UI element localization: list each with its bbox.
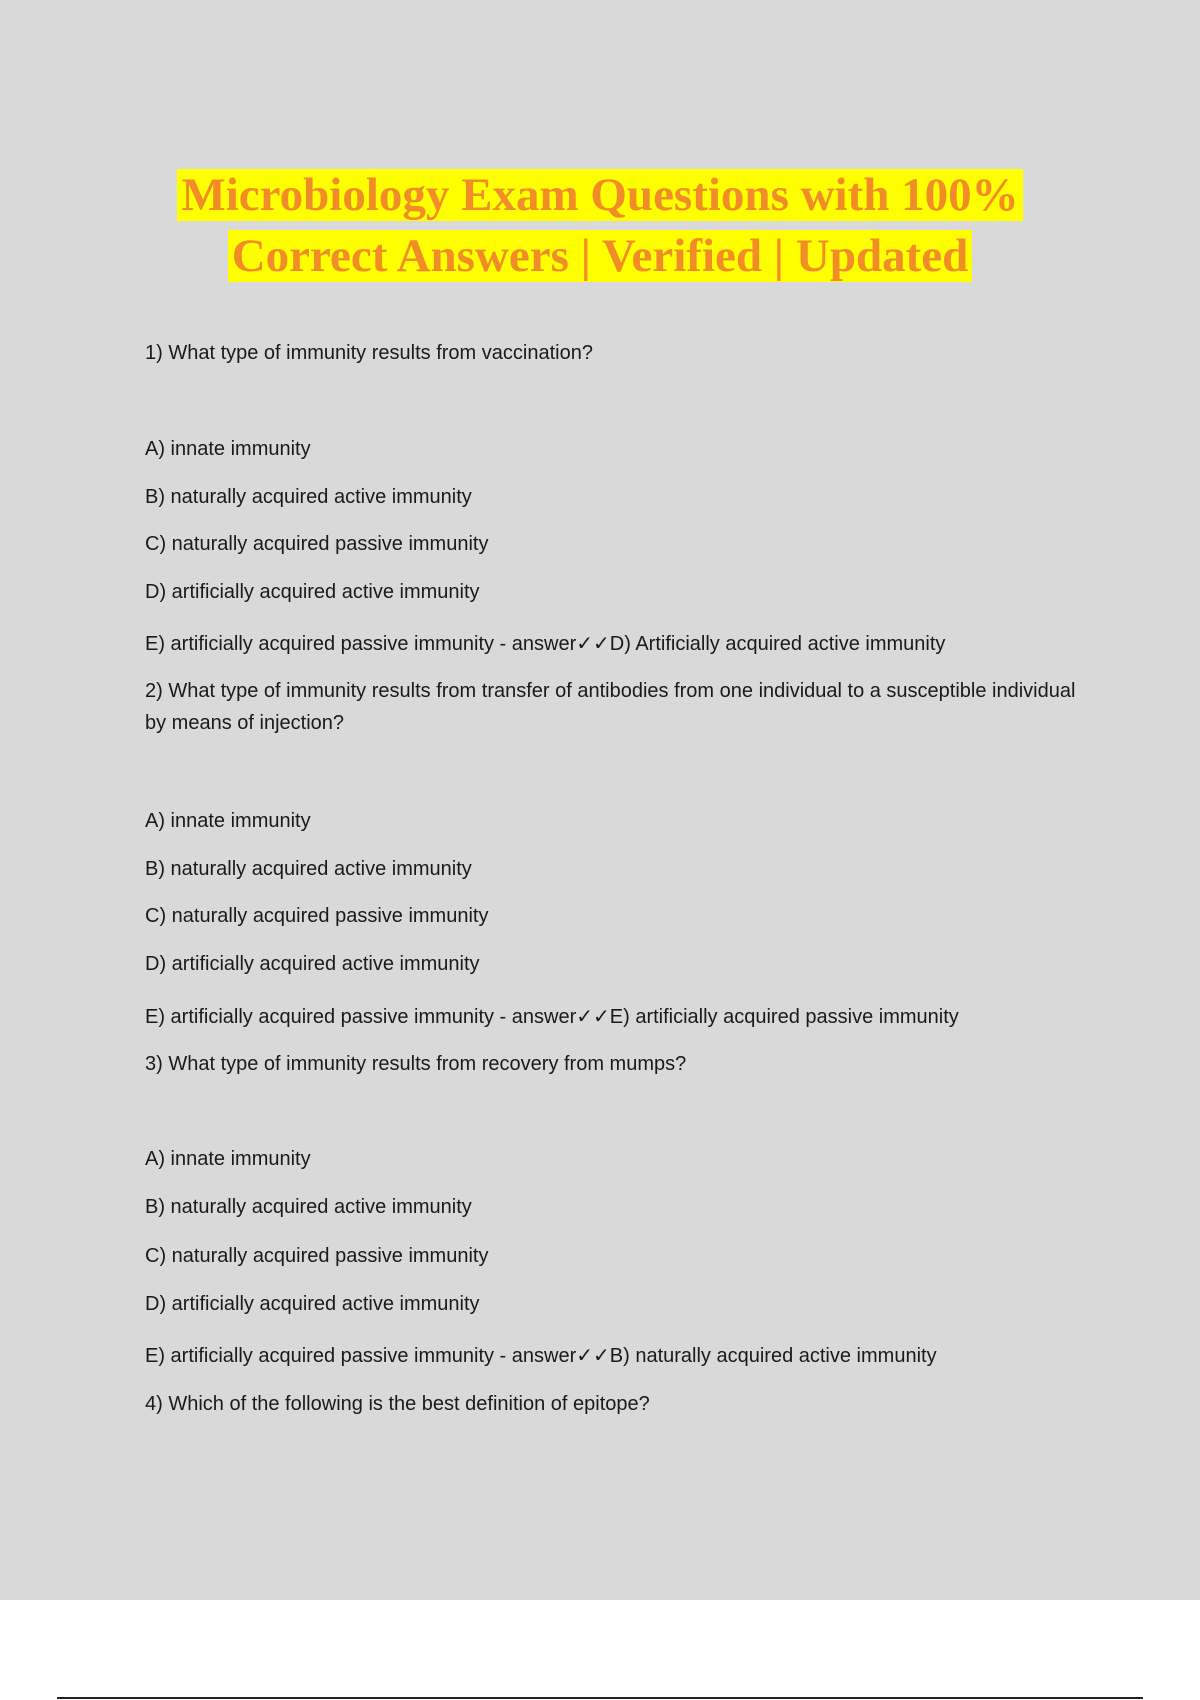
q2-option-c: C) naturally acquired passive immunity: [145, 905, 489, 927]
q3-option-e: E) artificially acquired passive immunity - answer: [145, 1345, 577, 1367]
q3-answer: B) naturally acquired active immunity: [609, 1345, 937, 1367]
q3-option-c: C) naturally acquired passive immunity: [145, 1245, 489, 1267]
q3-option-b: B) naturally acquired active immunity: [145, 1196, 472, 1218]
check-icon: ✓✓: [576, 631, 610, 655]
title-line-2: Correct Answers | Verified | Updated: [228, 230, 973, 282]
q1-option-b: B) naturally acquired active immunity: [145, 486, 472, 508]
q1-option-e: E) artificially acquired passive immunity - answer: [145, 633, 577, 655]
q1-answer: D) Artificially acquired active immunity: [609, 633, 946, 655]
check-icon: ✓✓: [576, 1343, 610, 1367]
q2-option-e-answer: [145, 1000, 959, 1033]
q1-option-e-answer: [145, 627, 945, 660]
title-line-1: Microbiology Exam Questions with 100%: [177, 169, 1022, 221]
q3-option-e-answer: [145, 1339, 937, 1372]
q2-option-b: B) naturally acquired active immunity: [145, 858, 472, 880]
question-2: 2) What type of immunity results from transfer of antibodies from one individual to a susceptible individual by means of injection?: [145, 680, 1076, 734]
q2-option-e: E) artificially acquired passive immunity - answer: [145, 1006, 577, 1028]
check-icon: ✓✓: [576, 1004, 610, 1028]
q2-answer: E) artificially acquired passive immunity: [609, 1006, 959, 1028]
question-4: 4) Which of the following is the best definition of epitope?: [145, 1393, 650, 1415]
q1-option-c: C) naturally acquired passive immunity: [145, 533, 489, 555]
question-3: 3) What type of immunity results from recovery from mumps?: [145, 1053, 687, 1075]
footer-divider: [57, 1697, 1143, 1699]
q2-option-a: A) innate immunity: [145, 810, 311, 832]
q3-option-a: A) innate immunity: [145, 1148, 311, 1170]
question-1: 1) What type of immunity results from vaccination?: [145, 342, 593, 364]
q2-option-d: D) artificially acquired active immunity: [145, 953, 480, 975]
page-title: [0, 165, 1200, 287]
q1-option-a: A) innate immunity: [145, 438, 311, 460]
q1-option-d: D) artificially acquired active immunity: [145, 581, 480, 603]
q3-option-d: D) artificially acquired active immunity: [145, 1293, 480, 1315]
